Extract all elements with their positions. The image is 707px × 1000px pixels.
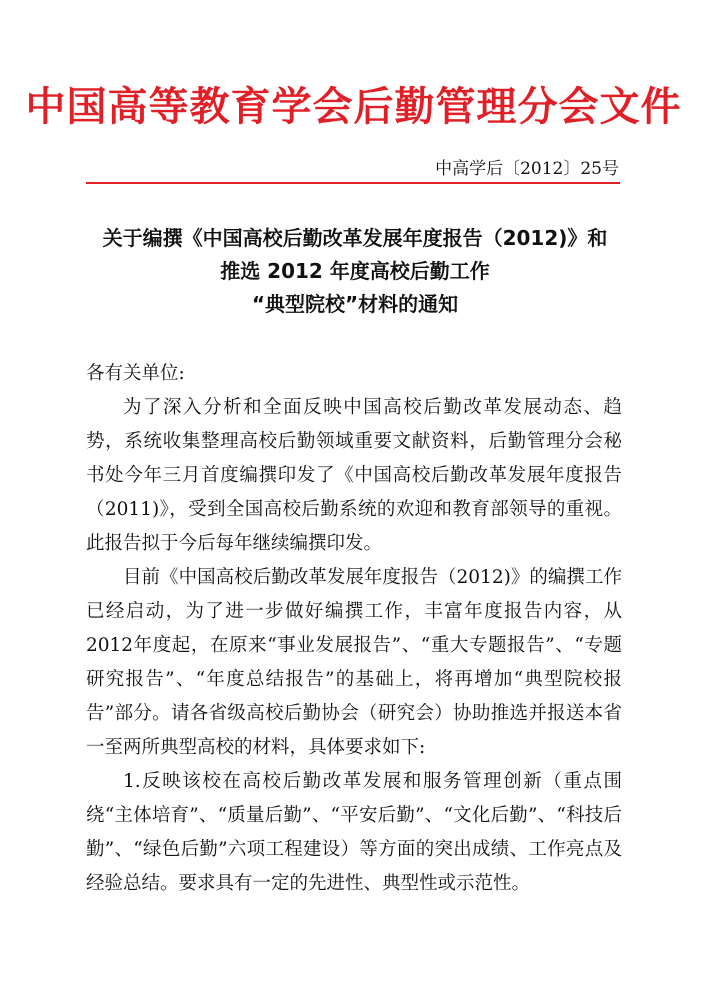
letterhead-divider: [86, 182, 620, 184]
notice-title-line-1: 关于编撰《中国高校后勤改革发展年度报告（2012)》和: [102, 226, 608, 250]
paragraph-background: 为了深入分析和全面反映中国高校后勤改革发展动态、趋势，系统收集整理高校后勤领域重要文献资料，后勤管理分会秘书处今年三月首度编撰印发了《中国高校后勤改革发展年度报告（2011)》，受到全国高校后勤系统的欢迎和教育部领导的重视。此报告拟于今后每年继续编撰印发。: [86, 397, 622, 554]
salutation: 各有关单位:: [86, 363, 185, 384]
letterhead-title: 中国高等教育学会后勤管理分会文件: [25, 84, 682, 130]
notice-title-line-3: “典型院校”材料的通知: [251, 292, 459, 316]
paragraph-current-work: 目前《中国高校后勤改革发展年度报告（2012)》的编撰工作已经启动，为了进一步做好编撰工作，丰富年度报告内容，从2012年度起，在原来“事业发展报告”、“重大专题报告”、“专题研究报告”、“年度总结报告”的基础上，将再增加“典型院校报告”部分。请各省级高校后勤协会（研究会）协助推选并报送本省一至两所典型高校的材料，具体要求如下:: [86, 567, 622, 758]
notice-title-line-2: 推选 2012 年度高校后勤工作: [220, 259, 490, 283]
notice-body: [86, 357, 622, 901]
document-number: 中高学后〔2012〕25号: [435, 159, 619, 179]
paragraph-requirement-1: 1.反映该校在高校后勤改革发展和服务管理创新（重点围绕“主体培育”、“质量后勤”、“平安后勤”、“文化后勤”、“科技后勤”、“绿色后勤”六项工程建设）等方面的突出成绩、工作亮点及经验总结。要求具有一定的先进性、典型性或示范性。: [86, 771, 622, 894]
notice-title: [70, 222, 640, 321]
